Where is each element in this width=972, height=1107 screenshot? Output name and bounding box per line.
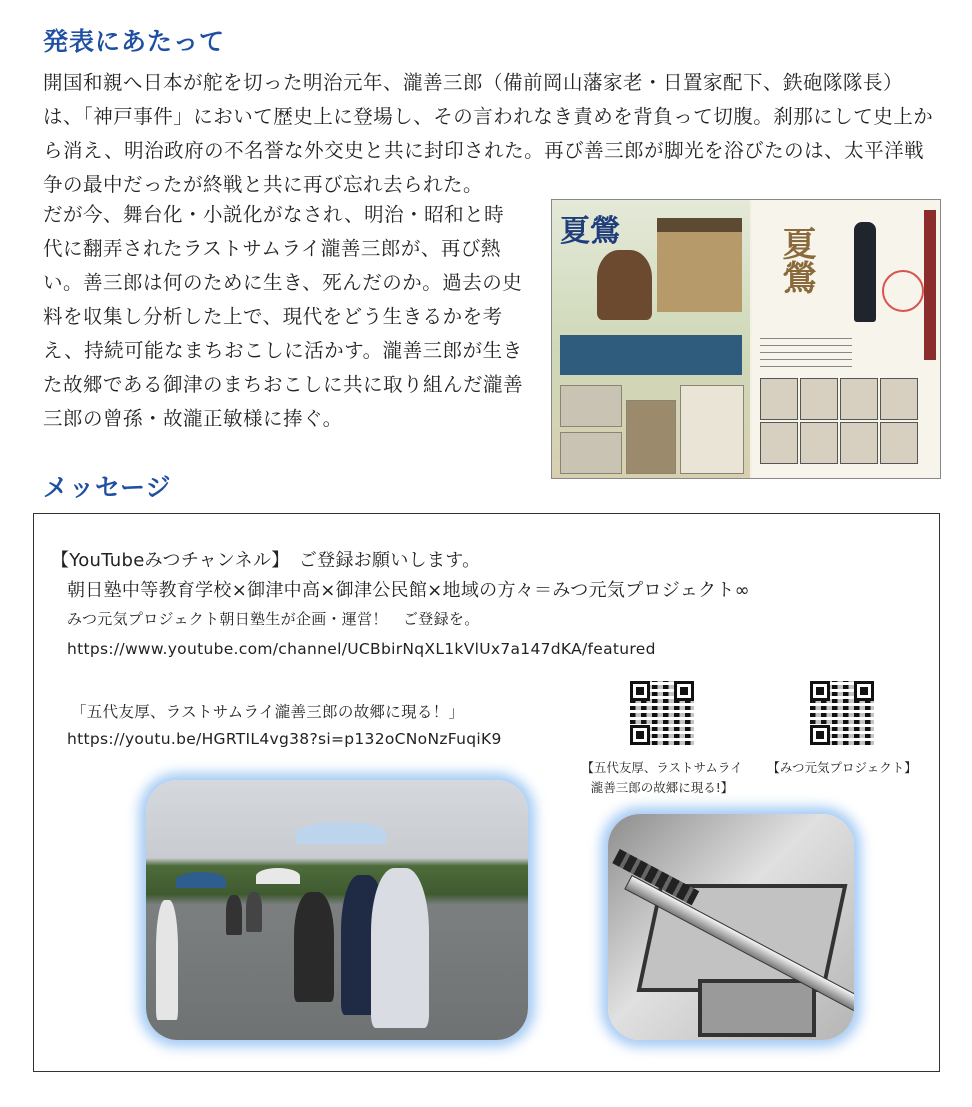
umbrella-shape <box>176 872 226 888</box>
qr-finder-icon <box>630 681 650 701</box>
qr-finder-icon <box>674 681 694 701</box>
event-poster-image <box>551 199 941 479</box>
person-shape <box>371 868 429 1028</box>
qr-finder-icon <box>810 681 830 701</box>
qr-caption-project: 【みつ元気プロジェクト】 <box>767 760 917 775</box>
body-paragraph: だが今、舞台化・小説化がなされ、明治・昭和と時代に翻弄されたラストサムライ瀧善三郎が、再び熱い。善三郎は何のために生き、死んだのか。過去の史料を収集し分析した上で、現代をどう生きるかを考え、持続可能なまちおこしに活かす。瀧善三郎が生きた故郷である御津のまちおこしに共に取り組んだ瀧善三郎の曾孫・故瀧正敏様に捧ぐ。 <box>43 203 524 430</box>
students-walking-photo <box>146 780 528 1040</box>
umbrella-shape <box>256 868 300 884</box>
person-shape <box>226 895 242 935</box>
umbrella-shape <box>296 822 386 844</box>
poster-title-left: 夏鶯 <box>560 214 620 249</box>
qr-code-project[interactable] <box>810 681 874 745</box>
poster-red-strip <box>924 210 936 360</box>
qr-finder-icon <box>630 725 650 745</box>
poster-stamp <box>882 270 924 312</box>
poster-manga-tile <box>800 422 838 464</box>
poster-manga-tile <box>800 378 838 420</box>
section-heading-message: メッセージ <box>43 473 172 502</box>
poster-manga-tile <box>840 422 878 464</box>
stand-base-shape <box>698 979 816 1037</box>
qr-finder-icon <box>854 681 874 701</box>
poster-manga-tile <box>880 378 918 420</box>
video-title: 「五代友厚、ラストサムライ瀧善三郎の故郷に現る！」 <box>71 703 465 721</box>
poster-photo <box>560 385 622 427</box>
qr-caption-video: 【五代友厚、ラストサムライ 瀧善三郎の故郷に現る!】 <box>581 760 743 795</box>
poster-manga-tile <box>880 422 918 464</box>
poster-photo <box>626 400 676 474</box>
video-url-link[interactable]: https://youtu.be/HGRTIL4vg38?si=p132oCNoNzFuqiK9 <box>67 730 502 748</box>
poster-info-block <box>680 385 744 474</box>
katana-manga-illustration <box>608 814 854 1040</box>
intro-paragraph: 開国和親へ日本が舵を切った明治元年、瀧善三郎（備前岡山藩家老・日置家配下、鉄砲隊隊長）は、「神戸事件」において歴史上に登場し、その言われなき責めを背負って切腹。刹那にして史上から消え、明治政府の不名誉な外交史と共に封印された。再び善三郎が脚光を浴びたのは、太平洋戦争の最中だったが終戦と共に再び忘れ去られた。 <box>43 71 934 196</box>
person-shape <box>294 892 334 1002</box>
poster-photo <box>560 432 622 474</box>
poster-manga-tile <box>760 378 798 420</box>
poster-text-block <box>760 332 852 372</box>
poster-manga-tile <box>840 378 878 420</box>
poster-building-illustration <box>657 218 742 312</box>
qr-code-video[interactable] <box>630 681 694 745</box>
youtube-channel-line: 【YouTubeみつチャンネル】 ご登録お願いします。 <box>51 550 481 571</box>
poster-left-panel <box>552 200 750 478</box>
person-shape <box>246 892 262 932</box>
poster-banner <box>560 335 742 375</box>
qr-finder-icon <box>810 725 830 745</box>
poster-manga-tile <box>760 422 798 464</box>
poster-title-right: 夏鶯 <box>776 226 816 294</box>
message-box <box>33 513 940 1072</box>
poster-character-illustration <box>597 250 652 320</box>
sake-bottle-illustration <box>854 222 876 322</box>
poster-right-panel <box>752 200 940 478</box>
person-shape <box>156 900 178 1020</box>
partners-line: 朝日塾中等教育学校×御津中高×御津公民館×地域の方々＝みつ元気プロジェクト∞ <box>67 580 750 601</box>
note-line: みつ元気プロジェクト朝日塾生が企画・運営！ ご登録を。 <box>67 610 480 628</box>
channel-url-link[interactable]: https://www.youtube.com/channel/UCBbirNqXL1kVlUx7a147dKA/featured <box>67 640 656 658</box>
section-heading-announce: 発表にあたって <box>43 27 226 56</box>
